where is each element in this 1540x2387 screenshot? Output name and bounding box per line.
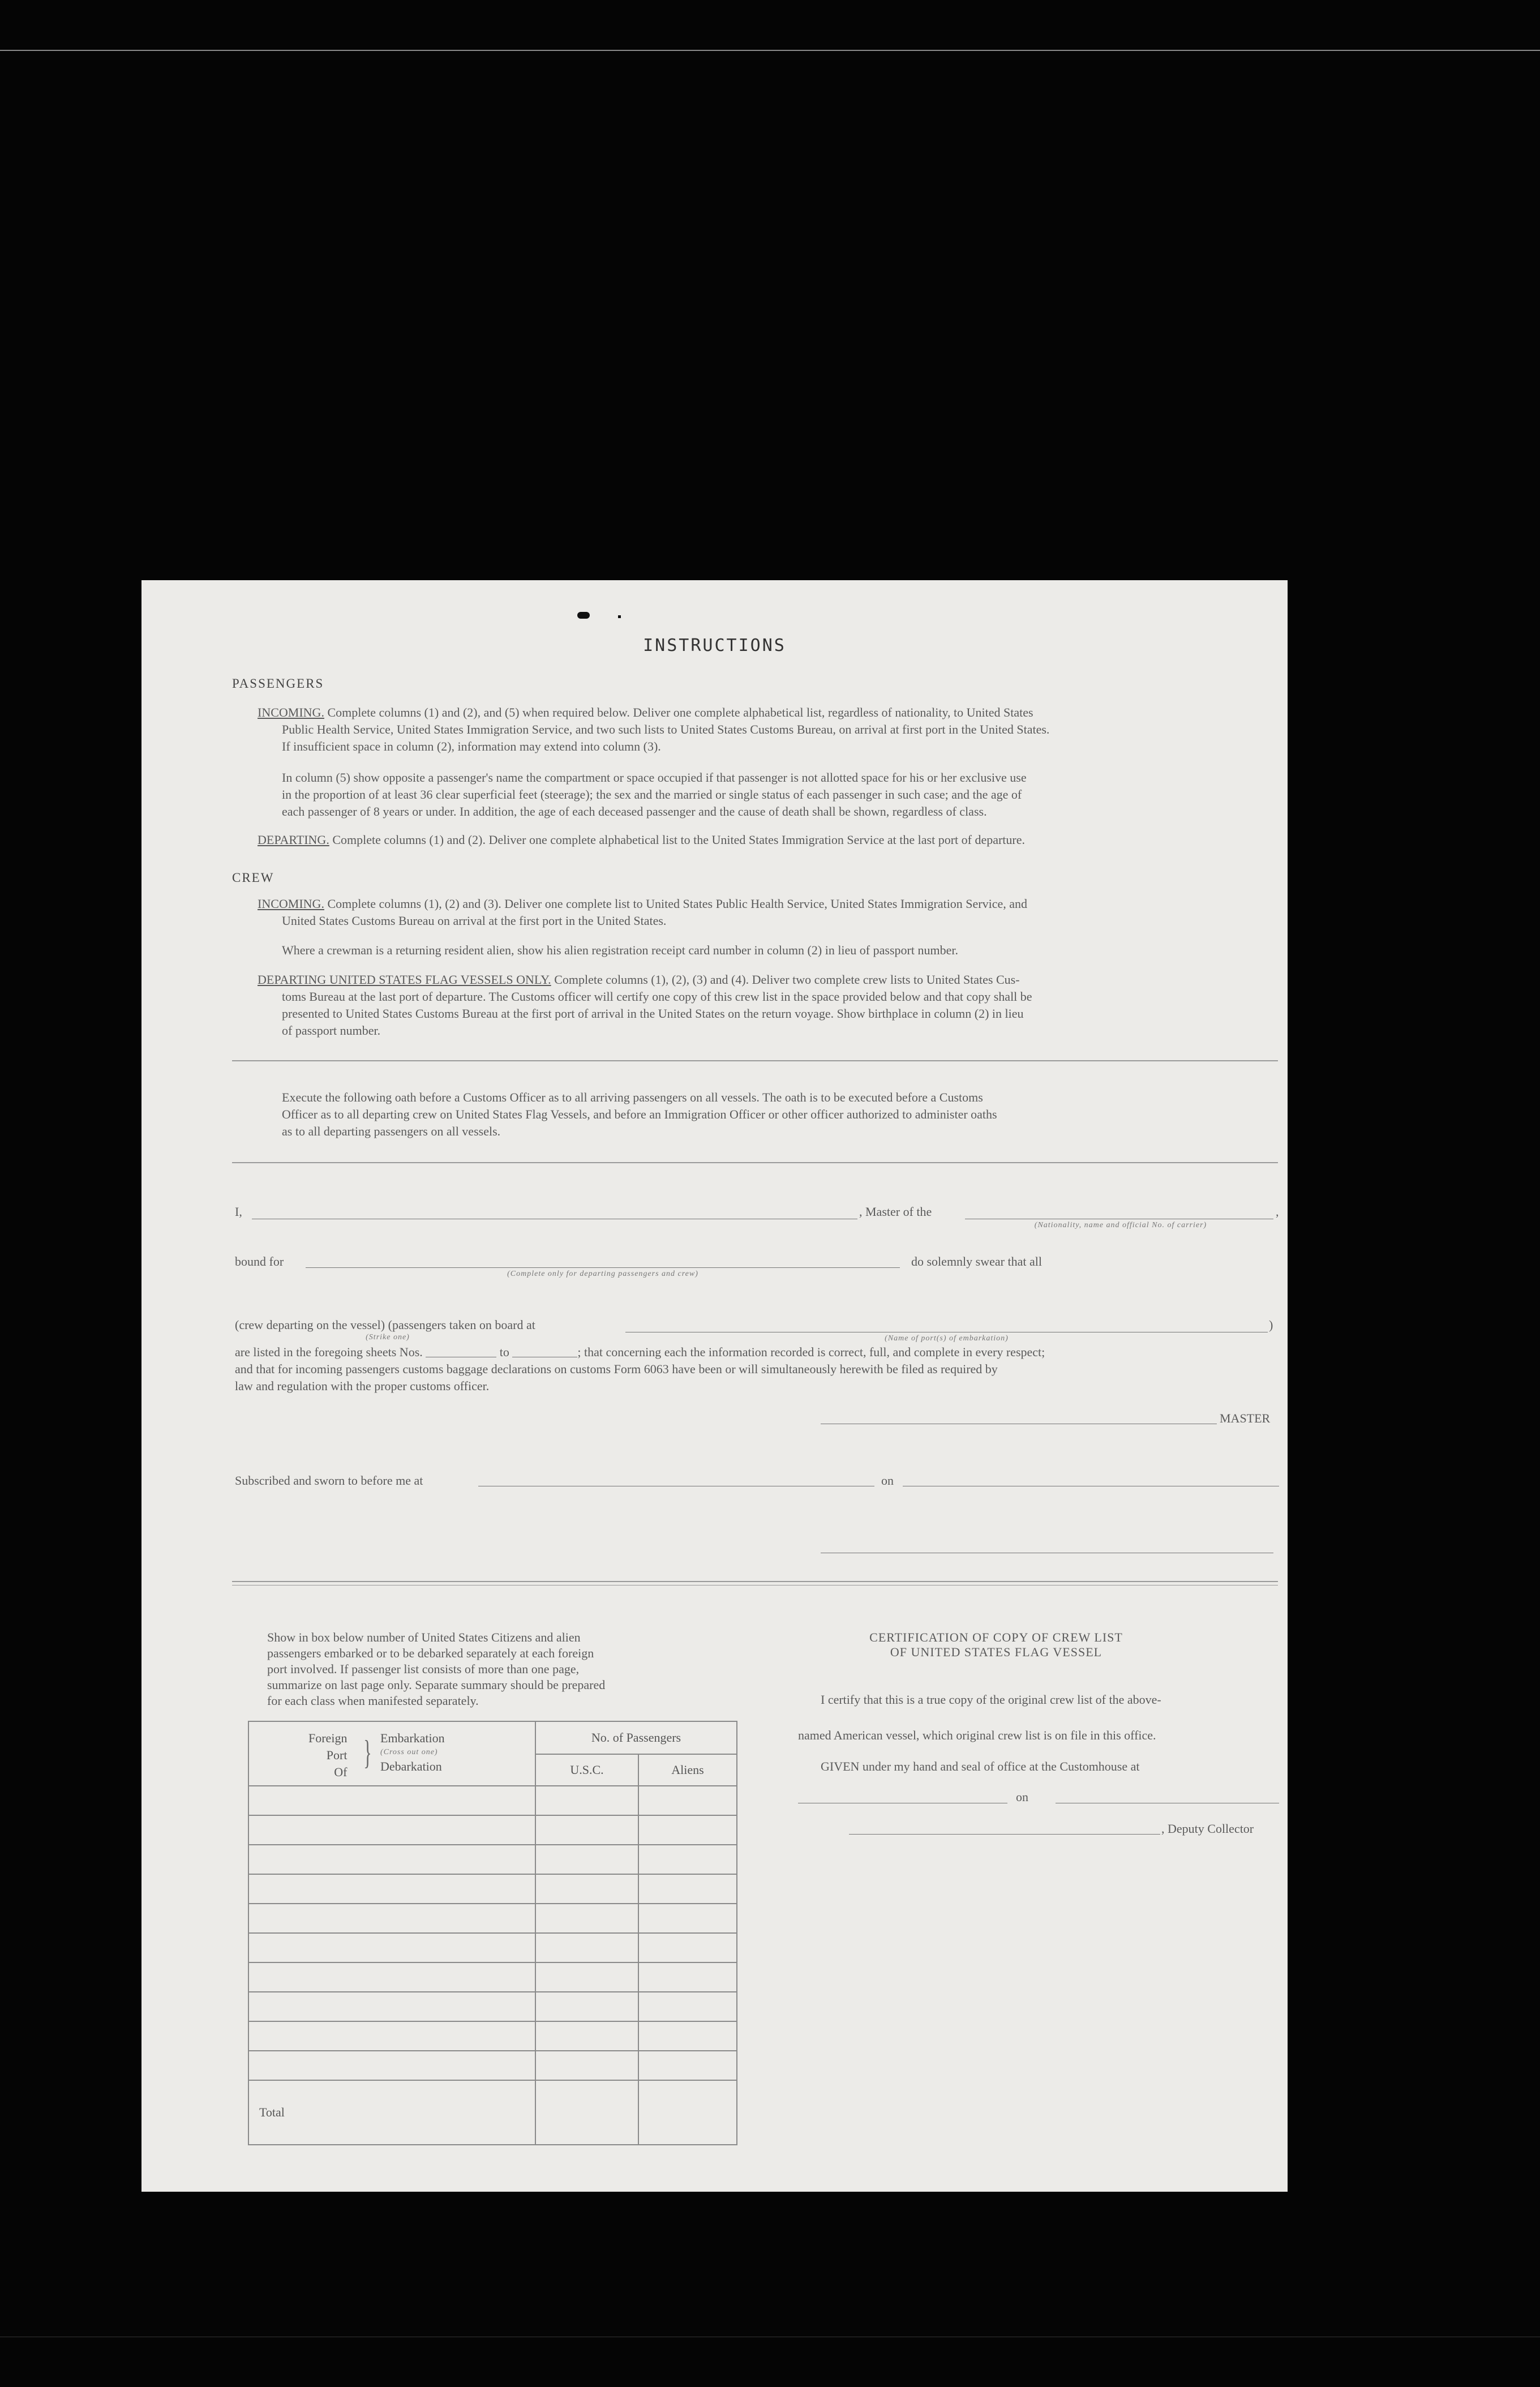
oath-listed-text: are listed in the foregoing sheets Nos. bbox=[235, 1345, 423, 1359]
oath-solemnly-swear: do solemnly swear that all bbox=[911, 1254, 1042, 1269]
col-port: Port bbox=[326, 1748, 348, 1762]
col-of: Of bbox=[334, 1765, 348, 1779]
carrier-field-end: , bbox=[1276, 1205, 1279, 1219]
col-usc: U.S.C. bbox=[535, 1754, 638, 1786]
subscribed-text: Subscribed and sworn to before me at bbox=[235, 1473, 423, 1488]
crew-incoming-label: INCOMING. bbox=[258, 897, 324, 911]
col-debarkation: Debarkation bbox=[380, 1759, 442, 1773]
summary-intro-4: summarize on last page only. Separate summary should be prepared bbox=[267, 1678, 606, 1692]
summary-row[interactable] bbox=[248, 1786, 737, 1815]
section-divider bbox=[232, 1060, 1278, 1061]
master-label: MASTER bbox=[1220, 1411, 1271, 1425]
summary-intro-3: port involved. If passenger list consists of more than one page, bbox=[267, 1662, 580, 1676]
oath-instruction-line1: Execute the following oath before a Customs Officer as to all arriving passengers on all vessels. The oath is to be executed before a Customs bbox=[282, 1090, 983, 1104]
passengers-incoming-line1 bbox=[258, 704, 1033, 722]
deputy-collector-signature-field[interactable] bbox=[849, 1834, 1160, 1835]
crew-incoming-text: Complete columns (1), (2) and (3). Deliver one complete list to United States Public Health Service, United States Immigration Service, and bbox=[327, 897, 1028, 911]
summary-intro-5: for each class when manifested separately. bbox=[267, 1694, 479, 1708]
certification-text-3: GIVEN under my hand and seal of office at the Customhouse at bbox=[821, 1759, 1140, 1773]
col-embarkation: Embarkation bbox=[380, 1731, 445, 1745]
subscribed-on-label: on bbox=[881, 1473, 894, 1488]
oath-instruction-line3: as to all departing passengers on all vessels. bbox=[282, 1124, 501, 1138]
column5-line1: In column (5) show opposite a passenger's name the compartment or space occupied if that passenger is not allotted space for his or her exclusive use bbox=[282, 770, 1027, 785]
passengers-incoming-line2: Public Health Service, United States Immigration Service, and two such lists to United States Customs Bureau, on arrival at first port in the United States. bbox=[282, 722, 1050, 736]
crew-resident-alien: Where a crewman is a returning resident alien, show his alien registration receipt card number in column (2) in lieu of passport number. bbox=[282, 943, 958, 957]
certification-text-2: named American vessel, which original crew list is on file in this office. bbox=[798, 1728, 1156, 1742]
bound-for-field[interactable] bbox=[306, 1267, 900, 1268]
crew-heading: CREW bbox=[232, 871, 274, 885]
strike-one-caption: (Strike one) bbox=[366, 1333, 410, 1342]
port-header bbox=[248, 1721, 535, 1786]
summary-row[interactable] bbox=[248, 1845, 737, 1874]
oath-divider bbox=[232, 1162, 1278, 1163]
oath-listed-to: to bbox=[499, 1345, 509, 1359]
oath-close-paren: ) bbox=[1269, 1318, 1273, 1332]
oath-instruction-line2: Officer as to all departing crew on United States Flag Vessels, and before an Immigration Officer or other officer authorized to administer oaths bbox=[282, 1107, 997, 1121]
summary-total-row[interactable] bbox=[248, 2080, 737, 2145]
oath-listed-line1 bbox=[235, 1343, 1279, 1361]
oath-listed-line3: law and regulation with the proper customs officer. bbox=[235, 1379, 490, 1393]
crew-departing-line4: of passport number. bbox=[282, 1023, 381, 1038]
film-edge-line bbox=[0, 50, 1540, 51]
col-no-passengers: No. of Passengers bbox=[535, 1721, 737, 1754]
oath-listed-correct: ; that concerning each the information recorded is correct, full, and complete in every respect; bbox=[577, 1345, 1045, 1359]
crew-departing-line2: toms Bureau at the last port of departure. The Customs officer will certify one copy of this crew list in the space provided below and that copy shall be bbox=[282, 989, 1032, 1004]
ink-blot bbox=[577, 612, 590, 619]
oath-i-label: I, bbox=[235, 1205, 242, 1219]
certification-title-2: OF UNITED STATES FLAG VESSEL bbox=[890, 1645, 1103, 1659]
crew-incoming-line1 bbox=[258, 895, 1027, 913]
passengers-departing bbox=[258, 831, 1025, 849]
passengers-incoming-label: INCOMING. bbox=[258, 705, 324, 719]
certification-text-1: I certify that this is a true copy of the original crew list of the above- bbox=[821, 1692, 1161, 1707]
summary-row[interactable] bbox=[248, 1933, 737, 1962]
summary-intro-1: Show in box below number of United States Citizens and alien bbox=[267, 1630, 581, 1644]
summary-row[interactable] bbox=[248, 2051, 737, 2080]
col-foreign: Foreign bbox=[308, 1731, 348, 1745]
oath-master-of: , Master of the bbox=[859, 1205, 932, 1219]
summary-row[interactable] bbox=[248, 2021, 737, 2051]
col-cross-out: (Cross out one) bbox=[380, 1748, 438, 1756]
carrier-caption: (Nationality, name and official No. of carrier) bbox=[1034, 1221, 1207, 1229]
crew-departing-line1 bbox=[258, 971, 1020, 989]
col-aliens: Aliens bbox=[638, 1754, 737, 1786]
ink-dot bbox=[618, 615, 621, 618]
column5-line2: in the proportion of at least 36 clear superficial feet (steerage); the sex and the married or single status of each passenger in such case; and the age of bbox=[282, 787, 1022, 802]
oath-listed-line2: and that for incoming passengers customs baggage declarations on customs Form 6063 have been or will simultaneously herewith be filed as required by bbox=[235, 1362, 998, 1376]
passengers-incoming-text: Complete columns (1) and (2), and (5) when required below. Deliver one complete alphabetical list, regardless of nationality, to United States bbox=[327, 705, 1033, 719]
crew-incoming-line2: United States Customs Bureau on arrival at the first port in the United States. bbox=[282, 914, 667, 928]
crew-departing-text: Complete columns (1), (2), (3) and (4). Deliver two complete crew lists to United States Cus- bbox=[554, 972, 1020, 987]
passengers-departing-label: DEPARTING. bbox=[258, 833, 329, 847]
deputy-collector-label: , Deputy Collector bbox=[1161, 1822, 1254, 1836]
instructions-title: INSTRUCTIONS bbox=[643, 636, 786, 655]
passengers-incoming-line3: If insufficient space in column (2), information may extend into column (3). bbox=[282, 739, 661, 753]
summary-row[interactable] bbox=[248, 1962, 737, 1992]
oath-bound-for: bound for bbox=[235, 1254, 284, 1269]
port-caption: (Name of port(s) of embarkation) bbox=[885, 1334, 1009, 1343]
summary-row[interactable] bbox=[248, 1992, 737, 2021]
certification-on-label: on bbox=[1016, 1790, 1028, 1804]
summary-row[interactable] bbox=[248, 1815, 737, 1845]
passengers-departing-text: Complete columns (1) and (2). Deliver one complete alphabetical list to the United States Immigration Service at the last port of departure. bbox=[332, 833, 1026, 847]
oath-crew-departing: (crew departing on the vessel) (passengers taken on board at bbox=[235, 1318, 535, 1332]
passenger-summary-table bbox=[248, 1721, 737, 2145]
certification-title-1: CERTIFICATION OF COPY OF CREW LIST bbox=[869, 1630, 1123, 1644]
summary-intro-2: passengers embarked or to be debarked separately at each foreign bbox=[267, 1646, 594, 1660]
summary-row[interactable] bbox=[248, 1904, 737, 1933]
form-page bbox=[141, 580, 1288, 2192]
crew-departing-label: DEPARTING UNITED STATES FLAG VESSELS ONLY. bbox=[258, 972, 551, 987]
bottom-divider bbox=[232, 1581, 1278, 1582]
summary-row[interactable] bbox=[248, 1874, 737, 1904]
crew-departing-line3: presented to United States Customs Bureau at the first port of arrival in the United States on the return voyage. Show birthplace in column (2) in lieu bbox=[282, 1006, 1024, 1021]
total-label: Total bbox=[248, 2080, 535, 2145]
bound-caption: (Complete only for departing passengers and crew) bbox=[507, 1270, 698, 1278]
brace-icon: } bbox=[363, 1734, 372, 1771]
column5-line3: each passenger of 8 years or under. In addition, the age of each deceased passenger and the cause of death shall be shown, regardless of class. bbox=[282, 804, 987, 818]
passengers-heading: PASSENGERS bbox=[232, 676, 324, 691]
